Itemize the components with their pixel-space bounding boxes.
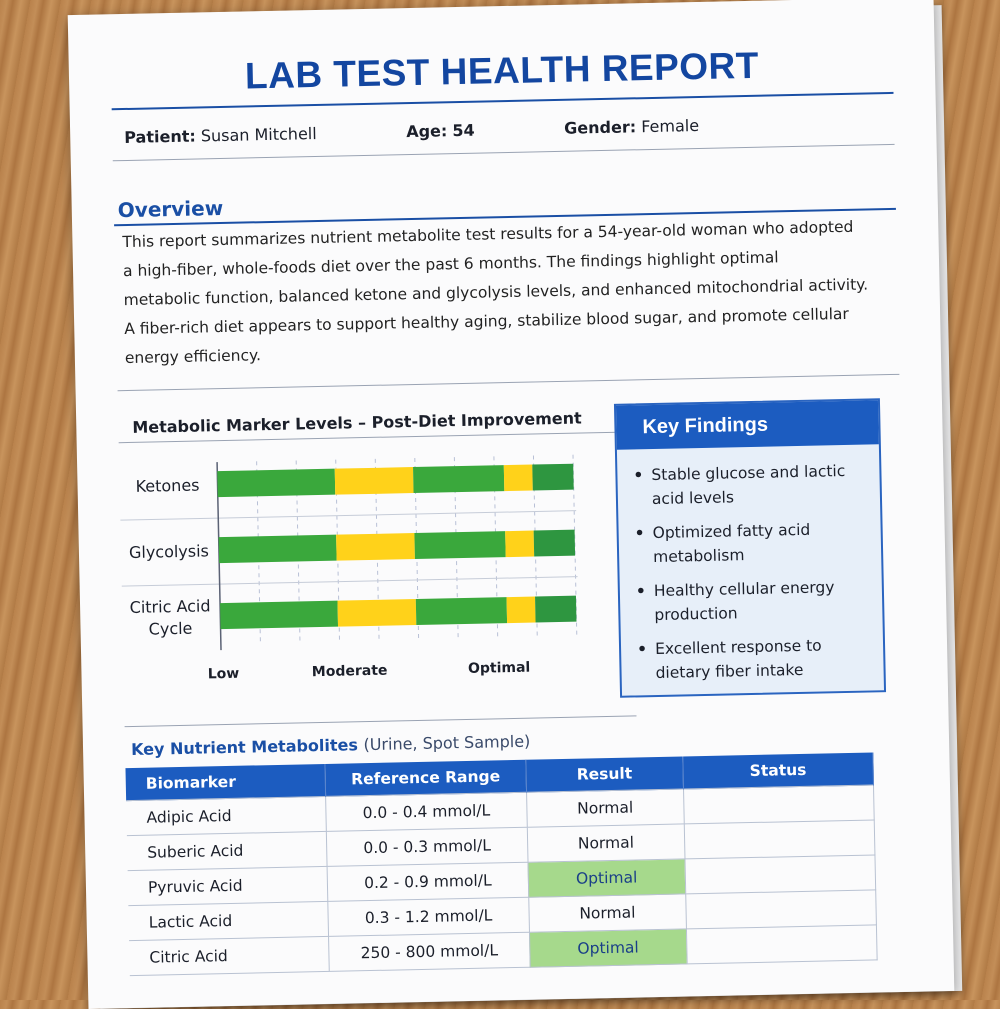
report-content [110, 0, 892, 967]
chart-bar-segment-green [220, 601, 338, 629]
metabolites-title [131, 732, 531, 759]
key-findings-box [614, 398, 886, 698]
chart-x-tick-label: Low [207, 665, 240, 683]
chart-bar-segment-green [413, 465, 504, 493]
overview-line: A fiber-rich diet appears to support healthy aging, stabilize blood sugar, and promote cellular [124, 304, 850, 339]
chart-category-label: Ketones [135, 475, 200, 496]
chart-bar-segment-yellow [336, 533, 415, 561]
chart-title: Metabolic Marker Levels – Post-Diet Improvement [132, 408, 582, 437]
chart-row-divider [122, 577, 578, 587]
finding-item: • Optimized fatty acid metabolism [652, 517, 867, 569]
result-cell-optimal: Optimal [529, 929, 687, 967]
result-cell: Normal [526, 789, 684, 827]
overview-line: metabolic function, balanced ketone and glycolysis levels, and enhanced mitochondrial activity. [123, 275, 869, 310]
finding-item: • Excellent response to dietary fiber intake [655, 633, 870, 685]
gender-field [564, 116, 699, 138]
col-reference-range: Reference Range [325, 760, 526, 797]
biomarker-cell: Adipic Acid [126, 796, 326, 835]
col-biomarker: Biomarker [125, 764, 325, 801]
overview-heading: Overview [117, 195, 224, 223]
chart-bar-segment-yellow [335, 467, 414, 495]
result-cell: Normal [529, 894, 687, 932]
chart-bar-segment-green-dark [535, 596, 576, 623]
result-cell: Normal [527, 824, 685, 862]
metabolic-marker-chart [119, 434, 604, 694]
chart-bar-segment-yellow [504, 465, 533, 492]
chart-bar-segment-yellow [507, 597, 536, 624]
range-cell: 0.0 - 0.4 mmol/L [326, 792, 527, 831]
col-status: Status [683, 752, 874, 788]
section-divider [118, 374, 900, 391]
gender-value: Female [641, 115, 700, 137]
status-cell [686, 925, 877, 964]
chart-bar-segment-green [219, 535, 337, 563]
status-cell [685, 890, 876, 929]
metabolites-table [125, 752, 877, 976]
age-field [406, 121, 475, 141]
chart-category-label: Cycle [148, 618, 193, 639]
status-cell [684, 820, 875, 859]
range-cell: 0.2 - 0.9 mmol/L [327, 862, 528, 901]
overview-line: energy efficiency. [124, 346, 262, 368]
chart-bar-segment-green [217, 469, 335, 497]
chart-category-label: Glycolysis [128, 541, 210, 563]
patient-field [124, 124, 317, 147]
patient-value: Susan Mitchell [200, 123, 317, 146]
range-cell: 250 - 800 mmol/L [329, 932, 530, 971]
chart-row-divider [120, 511, 576, 521]
chart-bar-segment-yellow [505, 531, 534, 558]
finding-item: • Stable glucose and lactic acid levels [651, 459, 866, 511]
result-cell-optimal: Optimal [528, 859, 686, 897]
range-cell: 0.0 - 0.3 mmol/L [326, 827, 527, 866]
chart-x-tick-label: Optimal [467, 659, 531, 677]
chart-bar-segment-yellow [337, 599, 416, 627]
gender-label: Gender: [563, 117, 637, 138]
chart-bar-segment-green-dark [534, 530, 575, 557]
table-section-divider [125, 715, 637, 727]
biomarker-cell: Suberic Acid [127, 831, 327, 870]
biomarker-cell: Citric Acid [129, 936, 329, 975]
report-sheet [68, 0, 955, 1009]
metabolites-subtitle: (Urine, Spot Sample) [363, 731, 531, 755]
overview-line: This report summarizes nutrient metabolite test results for a 54-year-old woman who adopted [122, 217, 854, 252]
patient-label: Patient: [124, 126, 196, 148]
chart-category-label: Citric Acid [129, 596, 211, 618]
key-findings-heading: Key Findings [616, 400, 879, 449]
age-value: 54 [452, 120, 475, 141]
key-findings-list [617, 458, 884, 685]
metabolites-title-text: Key Nutrient Metabolites [130, 735, 359, 760]
col-result: Result [526, 756, 684, 792]
status-cell [683, 785, 874, 824]
overview-paragraph [122, 212, 889, 373]
overview-line: a high-fiber, whole-foods diet over the past 6 months. The findings highlight optimal [122, 248, 779, 281]
range-cell: 0.3 - 1.2 mmol/L [328, 897, 529, 936]
age-label: Age: [406, 121, 448, 142]
finding-item: • Healthy cellular energy production [654, 575, 869, 627]
biomarker-cell: Pyruvic Acid [128, 866, 328, 905]
chart-bar-segment-green [414, 531, 505, 559]
biomarker-cell: Lactic Acid [128, 901, 328, 940]
status-cell [685, 855, 876, 894]
chart-bar-segment-green [416, 597, 507, 625]
chart-x-tick-label: Moderate [311, 662, 388, 681]
report-title: LAB TEST HEALTH REPORT [244, 44, 760, 97]
chart-bar-segment-green-dark [532, 464, 573, 491]
